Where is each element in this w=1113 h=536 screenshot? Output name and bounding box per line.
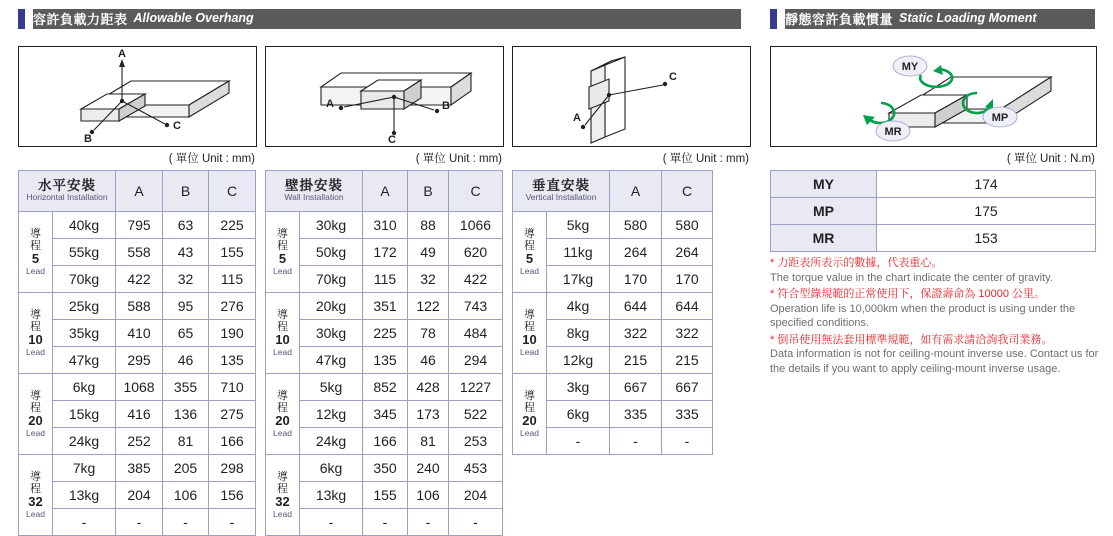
cell-c: 275 [209, 401, 256, 428]
cell-c: 225 [209, 212, 256, 239]
table-row [19, 482, 256, 509]
cell-kg: 70kg [53, 266, 116, 293]
cell-c: 215 [662, 347, 713, 374]
cell-b: 32 [163, 266, 209, 293]
cell-kg: 25kg [53, 293, 116, 320]
table-header-row [266, 171, 503, 212]
section-header-overhang [18, 8, 741, 30]
col-header-c: C [209, 171, 256, 212]
lead-cn-1: 導 [30, 390, 41, 403]
lead-en: Lead [26, 346, 45, 357]
cell-c: - [209, 509, 256, 536]
lead-number: 10 [28, 332, 43, 348]
cell-b: 95 [163, 293, 209, 320]
col-header-b: B [408, 171, 449, 212]
cell-a: 416 [116, 401, 163, 428]
lead-en: Lead [520, 346, 539, 357]
lead-group-cell [19, 455, 53, 536]
cell-a: 795 [116, 212, 163, 239]
svg-text:A: A [118, 48, 126, 60]
table-row [19, 374, 256, 401]
note-2-cn: * 符合型錄規範的正常使用下，保證壽命為 10000 公里。 [770, 288, 1046, 301]
cell-c: 620 [449, 239, 503, 266]
table-title-en: Wall Installation [284, 192, 344, 203]
lead-cn-2: 程 [277, 321, 288, 334]
table-row [266, 455, 503, 482]
cell-a: 644 [610, 293, 662, 320]
section-title-cn: 容許負載力距表 [33, 11, 128, 27]
cell-b: 205 [163, 455, 209, 482]
cell-b: 106 [163, 482, 209, 509]
lead-number: 20 [275, 413, 290, 429]
table-title-en: Horizontal Installation [26, 192, 108, 203]
cell-c: 1227 [449, 374, 503, 401]
unit-label-mm-3: ( 單位 Unit : mm) [662, 153, 749, 165]
cell-a: 351 [363, 293, 408, 320]
header-accent-bar [18, 9, 25, 29]
table-row [19, 455, 256, 482]
table-vertical [512, 170, 713, 455]
cell-kg: 8kg [547, 320, 610, 347]
table-row [266, 428, 503, 455]
section-title-cn-2: 靜態容許負載慣量 [785, 11, 894, 27]
lead-cn-1: 導 [524, 390, 535, 403]
table-row [19, 347, 256, 374]
table-row [266, 212, 503, 239]
table-row [513, 293, 713, 320]
lead-en: Lead [520, 265, 539, 276]
cell-kg: 6kg [300, 455, 363, 482]
lead-en: Lead [273, 508, 292, 519]
cell-a: 322 [610, 320, 662, 347]
table-row [266, 347, 503, 374]
lead-cn-1: 導 [277, 390, 288, 403]
lead-number: 32 [275, 494, 290, 510]
lead-en: Lead [273, 427, 292, 438]
table-static-moment [770, 170, 1096, 252]
cell-b: 65 [163, 320, 209, 347]
cell-b: 88 [408, 212, 449, 239]
table-row [266, 401, 503, 428]
table-title-cn: 垂直安裝 [532, 178, 590, 194]
table-title-cell [266, 171, 363, 212]
cell-kg: 30kg [300, 320, 363, 347]
lead-group-cell [266, 455, 300, 536]
cell-kg: - [53, 509, 116, 536]
svg-text:C: C [388, 134, 396, 144]
col-header-b: B [163, 171, 209, 212]
lead-cn-2: 程 [524, 321, 535, 334]
table-row [19, 212, 256, 239]
lead-number: 5 [31, 251, 40, 267]
cell-a: 215 [610, 347, 662, 374]
lead-group-cell [513, 293, 547, 374]
cell-a: 115 [363, 266, 408, 293]
cell-c: 667 [662, 374, 713, 401]
lead-cn-1: 導 [277, 228, 288, 241]
lead-cn-1: 導 [524, 309, 535, 322]
note-3-cn: * 倒吊使用無法套用標準規範，如有需求請洽詢我司業務。 [770, 333, 1053, 346]
lead-en: Lead [26, 265, 45, 276]
col-header-c: C [662, 171, 713, 212]
lead-cn-1: 導 [524, 228, 535, 241]
cell-c: 204 [449, 482, 503, 509]
table-row [19, 266, 256, 293]
diagram-wall [265, 46, 504, 147]
cell-kg: 20kg [300, 293, 363, 320]
cell-a: 166 [363, 428, 408, 455]
col-header-c: C [449, 171, 503, 212]
cell-b: - [163, 509, 209, 536]
lead-number: 10 [275, 332, 290, 348]
cell-c: 580 [662, 212, 713, 239]
cell-a: 252 [116, 428, 163, 455]
lead-en: Lead [520, 427, 539, 438]
cell-kg: 6kg [53, 374, 116, 401]
section-header-moment [770, 8, 1095, 30]
diagram-horizontal [18, 46, 257, 147]
cell-c: 115 [209, 266, 256, 293]
table-title-cn: 壁掛安裝 [285, 178, 343, 194]
svg-text:C: C [669, 71, 677, 83]
lead-group-cell [19, 374, 53, 455]
table-row [19, 509, 256, 536]
diagram-vertical [512, 46, 751, 147]
diagram-moment [770, 46, 1097, 147]
cell-kg: 30kg [300, 212, 363, 239]
table-row [513, 212, 713, 239]
cell-a: 410 [116, 320, 163, 347]
cell-kg: 55kg [53, 239, 116, 266]
note-2-en: Operation life is 10,000km when the product is using under the specified conditions. [770, 302, 1076, 330]
notes-block [770, 256, 1110, 376]
cell-a: 264 [610, 239, 662, 266]
cell-kg: - [300, 509, 363, 536]
table-row [19, 428, 256, 455]
lead-number: 5 [525, 251, 534, 267]
lead-group-cell [513, 374, 547, 455]
cell-kg: 47kg [300, 347, 363, 374]
table-row [266, 266, 503, 293]
cell-a: 295 [116, 347, 163, 374]
lead-en: Lead [273, 265, 292, 276]
table-row [771, 198, 1096, 225]
cell-c: 335 [662, 401, 713, 428]
cell-c: 298 [209, 455, 256, 482]
moment-value-mp: 175 [877, 198, 1096, 225]
cell-a: 155 [363, 482, 408, 509]
lead-cn-2: 程 [524, 402, 535, 415]
note-1-cn: * 力距表所表示的數據，代表重心。 [770, 257, 943, 269]
cell-a: 345 [363, 401, 408, 428]
lead-cn-2: 程 [30, 240, 41, 253]
cell-a: 170 [610, 266, 662, 293]
table-title-cn: 水平安裝 [38, 178, 96, 194]
lead-group-cell [266, 374, 300, 455]
header-title-wrap [33, 8, 254, 28]
cell-kg: 12kg [300, 401, 363, 428]
table-wall [265, 170, 503, 536]
cell-kg: 24kg [300, 428, 363, 455]
cell-kg: 4kg [547, 293, 610, 320]
cell-b: 240 [408, 455, 449, 482]
header-accent-bar-2 [770, 9, 777, 29]
cell-a: 135 [363, 347, 408, 374]
cell-kg: 5kg [547, 212, 610, 239]
cell-kg: 47kg [53, 347, 116, 374]
cell-kg: 7kg [53, 455, 116, 482]
cell-b: 78 [408, 320, 449, 347]
lead-cn-1: 導 [277, 309, 288, 322]
cell-a: - [610, 428, 662, 455]
lead-cn-1: 導 [30, 471, 41, 484]
cell-b: 32 [408, 266, 449, 293]
lead-cn-2: 程 [30, 321, 41, 334]
cell-c: 135 [209, 347, 256, 374]
cell-c: 453 [449, 455, 503, 482]
cell-b: 355 [163, 374, 209, 401]
cell-a: 225 [363, 320, 408, 347]
diagram-horizontal-svg [19, 47, 254, 144]
cell-c: 644 [662, 293, 713, 320]
lead-cn-2: 程 [30, 483, 41, 496]
lead-en: Lead [26, 508, 45, 519]
cell-b: 49 [408, 239, 449, 266]
cell-kg: 40kg [53, 212, 116, 239]
table-title-cell [513, 171, 610, 212]
moment-label-mp: MP [771, 198, 877, 225]
cell-b: 81 [163, 428, 209, 455]
lead-group-cell [19, 212, 53, 293]
cell-c: 190 [209, 320, 256, 347]
cell-c: 264 [662, 239, 713, 266]
cell-kg: 5kg [300, 374, 363, 401]
cell-c: 322 [662, 320, 713, 347]
svg-text:A: A [573, 112, 581, 124]
lead-group-cell [513, 212, 547, 293]
cell-c: 484 [449, 320, 503, 347]
lead-cn-2: 程 [30, 402, 41, 415]
cell-a: 172 [363, 239, 408, 266]
lead-number: 20 [522, 413, 537, 429]
table-header-row [513, 171, 713, 212]
lead-group-cell [266, 293, 300, 374]
table-title-cell [19, 171, 116, 212]
cell-a: 422 [116, 266, 163, 293]
cell-kg: 50kg [300, 239, 363, 266]
section-title-en: Allowable Overhang [133, 11, 254, 25]
table-row [266, 239, 503, 266]
table-row [266, 482, 503, 509]
cell-kg: 24kg [53, 428, 116, 455]
svg-text:A: A [326, 98, 334, 110]
cell-a: - [116, 509, 163, 536]
cell-c: 743 [449, 293, 503, 320]
lead-number: 5 [278, 251, 287, 267]
cell-c: 276 [209, 293, 256, 320]
cell-kg: 35kg [53, 320, 116, 347]
table-row [771, 225, 1096, 252]
cell-c: 166 [209, 428, 256, 455]
cell-kg: 3kg [547, 374, 610, 401]
table-row [266, 374, 503, 401]
lead-cn-2: 程 [277, 483, 288, 496]
cell-c: 422 [449, 266, 503, 293]
cell-a: 667 [610, 374, 662, 401]
lead-number: 10 [522, 332, 537, 348]
lead-group-cell [266, 212, 300, 293]
cell-a: 588 [116, 293, 163, 320]
lead-number: 20 [28, 413, 43, 429]
lead-group-cell [19, 293, 53, 374]
cell-c: 170 [662, 266, 713, 293]
cell-a: 350 [363, 455, 408, 482]
svg-text:C: C [173, 120, 181, 132]
cell-b: 173 [408, 401, 449, 428]
unit-label-mm-1: ( 單位 Unit : mm) [168, 153, 255, 165]
table-header-row [19, 171, 256, 212]
lead-number: 32 [28, 494, 43, 510]
lead-cn-2: 程 [524, 240, 535, 253]
col-header-a: A [610, 171, 662, 212]
cell-c: 522 [449, 401, 503, 428]
cell-kg: 11kg [547, 239, 610, 266]
lead-cn-2: 程 [277, 240, 288, 253]
header-title-wrap-2 [785, 8, 1037, 28]
svg-text:MY: MY [901, 61, 919, 73]
cell-kg: - [547, 428, 610, 455]
note-3-en: Data information is not for ceiling-mount inverse use. Contact us for the details if you want to apply ceiling-mount inverse usage. [770, 348, 1099, 375]
cell-a: 1068 [116, 374, 163, 401]
lead-cn-2: 程 [277, 402, 288, 415]
unit-label-nm: ( 單位 Unit : N.m) [1006, 153, 1095, 165]
cell-b: 106 [408, 482, 449, 509]
cell-c: - [662, 428, 713, 455]
cell-b: 122 [408, 293, 449, 320]
lead-en: Lead [273, 346, 292, 357]
moment-value-mr: 153 [877, 225, 1096, 252]
moment-label-mr: MR [771, 225, 877, 252]
diagram-wall-svg [266, 47, 501, 144]
cell-c: 1066 [449, 212, 503, 239]
cell-b: 136 [163, 401, 209, 428]
diagram-vertical-svg [513, 47, 748, 144]
lead-cn-1: 導 [277, 471, 288, 484]
table-row [513, 374, 713, 401]
cell-a: 580 [610, 212, 662, 239]
cell-b: 46 [408, 347, 449, 374]
table-row [19, 320, 256, 347]
cell-c: 253 [449, 428, 503, 455]
section-title-en-2: Static Loading Moment [899, 11, 1037, 25]
moment-label-my: MY [771, 171, 877, 198]
table-row [771, 171, 1096, 198]
cell-a: 385 [116, 455, 163, 482]
cell-a: 204 [116, 482, 163, 509]
cell-kg: 6kg [547, 401, 610, 428]
cell-b: 46 [163, 347, 209, 374]
table-row [266, 509, 503, 536]
cell-b: 428 [408, 374, 449, 401]
cell-c: 156 [209, 482, 256, 509]
cell-b: - [408, 509, 449, 536]
table-row [266, 293, 503, 320]
cell-c: 155 [209, 239, 256, 266]
svg-text:MR: MR [884, 126, 902, 138]
svg-text:MP: MP [991, 112, 1009, 124]
note-1-en: The torque value in the chart indicate the center of gravity. [770, 271, 1053, 284]
cell-b: 43 [163, 239, 209, 266]
table-horizontal [18, 170, 256, 536]
svg-text:B: B [84, 133, 92, 144]
unit-label-mm-2: ( 單位 Unit : mm) [415, 153, 502, 165]
lead-cn-1: 導 [30, 228, 41, 241]
cell-kg: 15kg [53, 401, 116, 428]
moment-value-my: 174 [877, 171, 1096, 198]
cell-c: 710 [209, 374, 256, 401]
cell-a: 310 [363, 212, 408, 239]
cell-kg: 13kg [300, 482, 363, 509]
col-header-a: A [116, 171, 163, 212]
table-row [19, 401, 256, 428]
diagram-moment-svg [771, 47, 1094, 144]
cell-kg: 17kg [547, 266, 610, 293]
table-row [266, 320, 503, 347]
cell-a: 558 [116, 239, 163, 266]
cell-a: - [363, 509, 408, 536]
col-header-a: A [363, 171, 408, 212]
lead-cn-1: 導 [30, 309, 41, 322]
cell-kg: 13kg [53, 482, 116, 509]
cell-a: 335 [610, 401, 662, 428]
cell-b: 63 [163, 212, 209, 239]
svg-text:B: B [442, 100, 450, 112]
cell-c: 294 [449, 347, 503, 374]
cell-c: - [449, 509, 503, 536]
table-row [19, 239, 256, 266]
cell-b: 81 [408, 428, 449, 455]
table-title-en: Vertical Installation [525, 192, 597, 203]
cell-a: 852 [363, 374, 408, 401]
table-row [19, 293, 256, 320]
lead-en: Lead [26, 427, 45, 438]
cell-kg: 70kg [300, 266, 363, 293]
cell-kg: 12kg [547, 347, 610, 374]
